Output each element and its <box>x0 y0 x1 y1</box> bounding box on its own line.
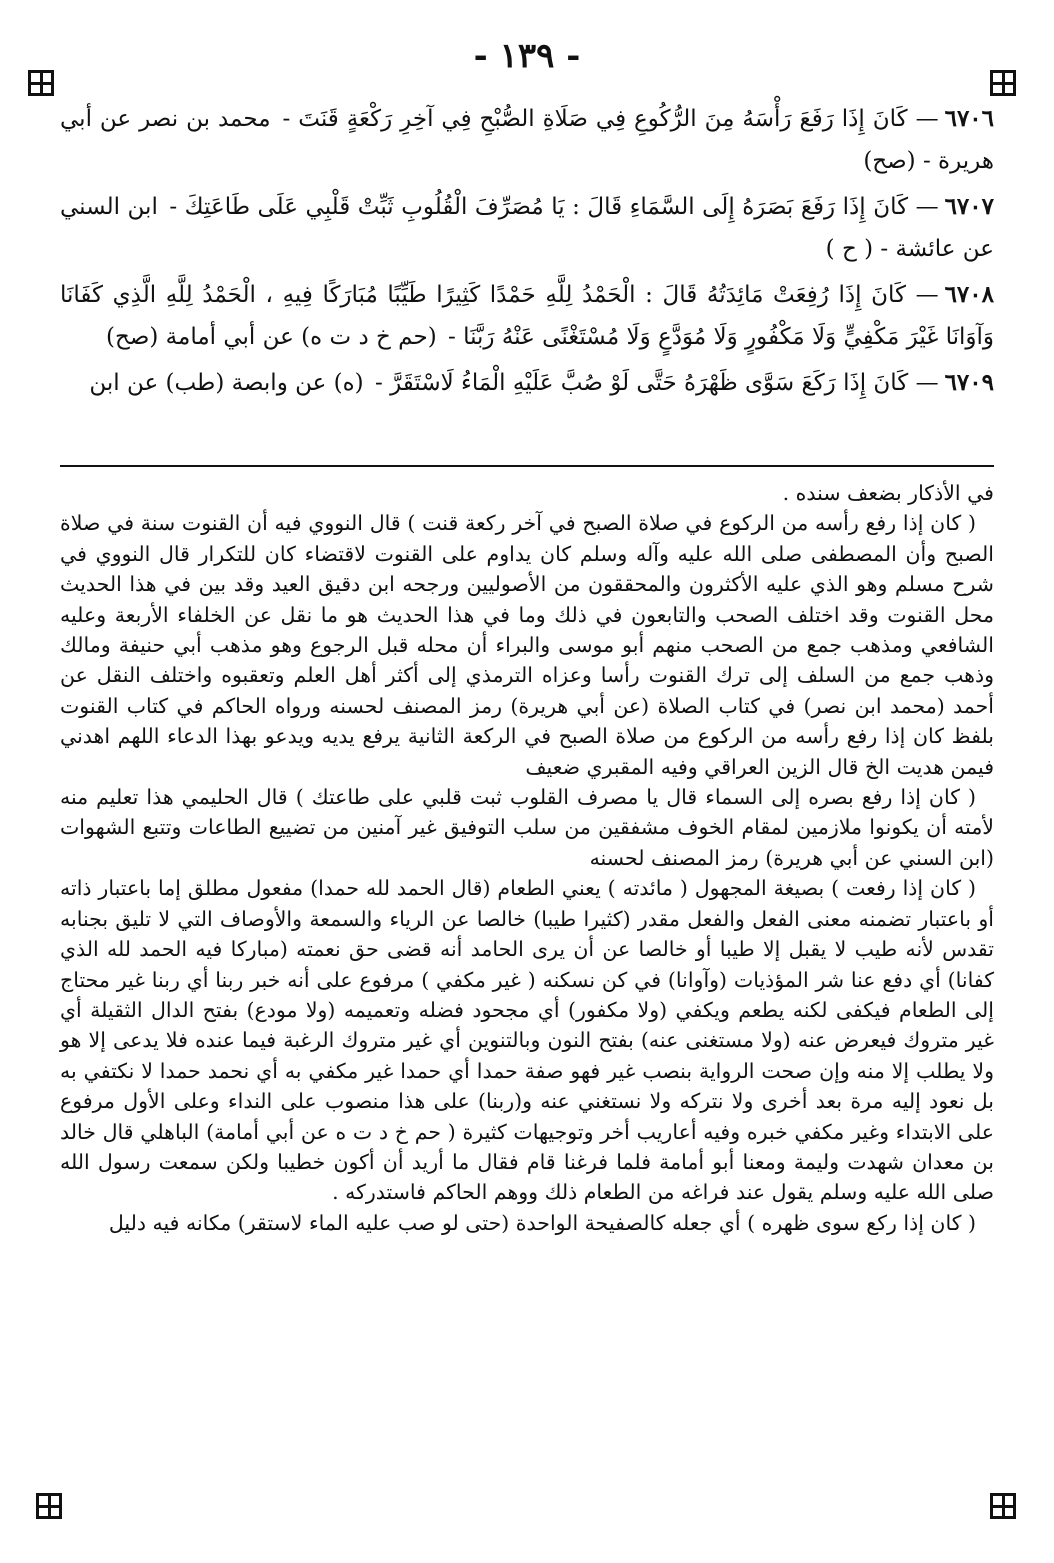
hadith-number: ٦٧٠٧ <box>944 193 994 220</box>
hadith-source: ابن السني عن عائشة - ( ح ) <box>60 194 994 262</box>
hadith-source: (ه) عن وابصة (طب) عن ابن <box>89 370 364 396</box>
commentary-section <box>60 478 994 1238</box>
hadith-text: كَانَ إِذَا رَفَعَ بَصَرَهُ إِلَى السَّمَاءِ قَالَ : يَا مُصَرِّفَ الْقُلُوبِ ثَبِّتْ قَلْبِي عَلَى طَاعَتِكَ <box>184 194 909 220</box>
hadith-text: كَانَ إِذَا رَكَعَ سَوَّى ظَهْرَهُ حَتَّى لَوْ صُبَّ عَلَيْهِ الْمَاءُ لَاسْتَقَرَّ <box>390 370 909 396</box>
page-number: - ١٣٩ - <box>473 36 581 76</box>
corner-ornament-icon <box>990 1493 1016 1519</box>
commentary-paragraph: في الأذكار بضعف سنده . <box>782 481 994 505</box>
section-divider <box>60 465 994 467</box>
corner-ornament-icon <box>28 70 54 96</box>
hadith-number: ٦٧٠٩ <box>944 369 994 396</box>
hadith-entry: ٦٧٠٩— كَانَ إِذَا رَكَعَ سَوَّى ظَهْرَهُ حَتَّى لَوْ صُبَّ عَلَيْهِ الْمَاءُ لَاسْتَقَرَّ - (ه) عن وابصة (طب) عن ابن <box>89 369 994 396</box>
commentary-paragraph: ( كان إذا رفع رأسه من الركوع في صلاة الصبح في آخر ركعة قنت ) قال النووي فيه أن القنوت سنة في صلاة الصبح وأن المصطفى صلى الله عليه وآله وسلم كان يداوم على القنوت لاقتضاء كان للتكرار قال النووي في شرح مسلم وهو الذي عليه الأكثرون والمحققون من الأصوليين ورجحه ابن دقيق العيد وقد بين في هذا الحديث محل القنوت وقد اختلف الصحب والتابعون في ذلك وما في هذا الحديث هو ما نقل عن الخلفاء الأربعة وعليه الشافعي ومذهب جمع من الصحب منهم أبو موسى والبراء أن محله قبل الرجوع وهو مذهب أبي حنيفة ومالك وذهب جمع من السلف إلى ترك القنوت رأسا وعزاه الترمذي إلى أكثر أهل العلم وتعقبوه واختلف النقل عن أحمد (محمد ابن نصر) في كتاب الصلاة (عن أبي هريرة) رمز المصنف لحسنه ورواه الحاكم في كتاب القنوت بلفظ كان إذا رفع رأسه من الركوع من صلاة الصبح في الركعة الثانية يرفع يديه ويدعو بهذا الدعاء اللهم اهدني فيمن هديت الخ قال الزين العراقي وفيه المقبري ضعيف <box>60 511 994 779</box>
hadith-source: (حم خ د ت ه) عن أبي أمامة (صح) <box>106 324 437 350</box>
commentary-paragraph: ( كان إذا رفعت ) بصيغة المجهول ( مائدته ) يعني الطعام (قال الحمد لله حمدا) مفعول مطلق إما باعتبار ذاته أو باعتبار تضمنه معنى الفعل والفعل مقدر (كثيرا طيبا) خالصا عن الرياء والسمعة والأوصاف التي لا تليق بجنابه تقدس لأنه طيب لا يقبل إلا طيبا أو خالصا عن أن يرى الحامد أنه قضى حق نعمته (مباركا فيه الحمد لله الذي كفانا) أي دفع عنا شر المؤذيات (وآوانا) في كن نسكنه ( غير مكفي ) مرفوع على أنه خبر ربنا أي ربنا غير محتاج إلى الطعام فيكفى لكنه يطعم ويكفي (ولا مكفور) أي مجحود فضله وتعميمه (ولا مودع) بفتح الدال الثقيلة أي غير متروك فيعرض عنه (ولا مستغنى عنه) بفتح النون وبالتنوين أي غير متروك الرغبة فيما عنده فلا يدعى إلا هو ولا يطلب إلا منه وإن صحت الرواية بنصب غير فهو صفة حمدا أي حمدا غير مكفي به أي نحمد حمدا لا نكتفي به بل نعود إليه مرة بعد أخرى ولا نتركه ولا نستغني عنه و(ربنا) على هذا منصوب على النداء وعلى الأول مرفوع على الابتداء وغير مكفي خبره وفيه أعاريب أخر وتوجيهات كثيرة ( حم خ د ت ه عن أبي أمامة) الباهلي قال خالد بن معدان شهدت وليمة ومعنا أبو أمامة فلما فرغنا قام فقال ما أريد أن أكون خطيبا ولكن سمعت رسول الله صلى الله عليه وسلم يقول عند فراغه من الطعام ذلك ووهم الحاكم فاستدركه . <box>60 876 994 1205</box>
commentary-paragraph: ( كان إذا رفع بصره إلى السماء قال يا مصرف القلوب ثبت قلبي على طاعتك ) قال الحليمي هذا تعليم منه لأمته أن يكونوا ملازمين لمقام الخوف مشفقين من سلب التوفيق غير آمنين من تضييع الطاعات وتتبع الشهوات (ابن السني عن أبي هريرة) رمز المصنف لحسنه <box>60 785 994 870</box>
hadith-number: ٦٧٠٨ <box>944 281 994 308</box>
hadith-source: محمد بن نصر عن أبي هريرة - (صح) <box>60 106 994 174</box>
hadith-entry: ٦٧٠٧— كَانَ إِذَا رَفَعَ بَصَرَهُ إِلَى السَّمَاءِ قَالَ : يَا مُصَرِّفَ الْقُلُوبِ ثَبِّتْ قَلْبِي عَلَى طَاعَتِكَ - ابن السني عن عائشة - ( ح ) <box>60 193 994 262</box>
hadith-entry: ٦٧٠٨— كَانَ إِذَا رُفِعَتْ مَائِدَتُهُ قَالَ : الْحَمْدُ لِلَّهِ حَمْدًا كَثِيرًا طَيِّبًا مُبَارَكًا فِيهِ ، الْحَمْدُ لِلَّهِ الَّذِي كَفَانَا وَآوَانَا غَيْرَ مَكْفِيٍّ وَلَا مَكْفُورٍ وَلَا مُوَدَّعٍ وَلَا مُسْتَغْنًى عَنْهُ رَبَّنَا - (حم خ د ت ه) عن أبي أمامة (صح) <box>60 281 994 350</box>
hadith-entry: ٦٧٠٦— كَانَ إِذَا رَفَعَ رَأْسَهُ مِنَ الرُّكُوعِ فِي صَلَاةِ الصُّبْحِ فِي آخِرِ رَكْعَةٍ قَنَتَ - محمد بن نصر عن أبي هريرة - (صح) <box>60 105 995 174</box>
hadith-list <box>60 98 994 408</box>
hadith-text: كَانَ إِذَا رَفَعَ رَأْسَهُ مِنَ الرُّكُوعِ فِي صَلَاةِ الصُّبْحِ فِي آخِرِ رَكْعَةٍ قَنَتَ <box>298 106 908 132</box>
corner-ornament-icon <box>990 70 1016 96</box>
corner-ornament-icon <box>36 1493 62 1519</box>
hadith-text: كَانَ إِذَا رُفِعَتْ مَائِدَتُهُ قَالَ : الْحَمْدُ لِلَّهِ حَمْدًا كَثِيرًا طَيِّبًا مُبَارَكًا فِيهِ ، الْحَمْدُ لِلَّهِ الَّذِي كَفَانَا وَآوَانَا غَيْرَ مَكْفِيٍّ وَلَا مَكْفُورٍ وَلَا مُوَدَّعٍ وَلَا مُسْتَغْنًى عَنْهُ رَبَّنَا <box>60 282 994 350</box>
commentary-paragraph: ( كان إذا ركع سوى ظهره ) أي جعله كالصفيحة الواحدة (حتى لو صب عليه الماء لاستقر) مكانه فيه دليل <box>108 1210 976 1235</box>
hadith-number: ٦٧٠٦ <box>944 105 995 132</box>
